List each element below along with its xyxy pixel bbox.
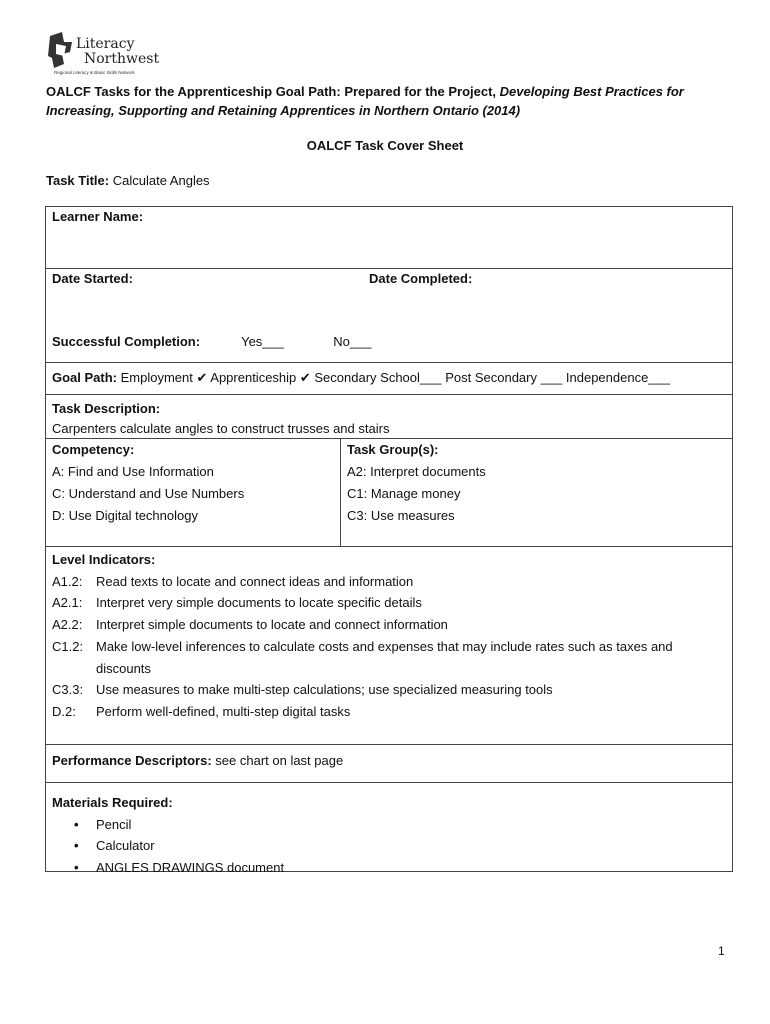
task-title xyxy=(46,173,210,188)
performance-descriptors-text: see chart on last page xyxy=(211,753,344,768)
task-group-item: A2: Interpret documents xyxy=(347,464,486,479)
competency-column xyxy=(46,439,341,546)
competency-item: D: Use Digital technology xyxy=(52,508,198,523)
list-item xyxy=(52,857,726,879)
level-indicator xyxy=(52,636,726,679)
goal-path-label: Goal Path: xyxy=(52,370,118,385)
logo-name-line2: Northwest xyxy=(84,51,160,67)
level-indicator-code: C3.3: xyxy=(52,682,84,698)
task-groups-label: Task Group(s): xyxy=(347,442,439,457)
level-indicator xyxy=(52,701,726,723)
task-cover-form xyxy=(45,206,733,876)
goal-path-options: Employment ✔ Apprenticeship ✔ Secondary School___ Post Secondary ___ Independence___ xyxy=(117,370,670,385)
task-description-label: Task Description: xyxy=(52,401,161,416)
performance-descriptors-row xyxy=(46,745,732,783)
level-indicator-text: Interpret very simple documents to locate specific details xyxy=(96,595,422,611)
logo-mark-icon xyxy=(46,30,76,72)
task-group-item: C1: Manage money xyxy=(347,486,461,501)
level-indicator xyxy=(52,592,726,614)
task-description-text: Carpenters calculate angles to construct trusses and stairs xyxy=(52,421,390,436)
learner-name-label: Learner Name: xyxy=(52,209,144,224)
material-item: Pencil xyxy=(96,816,132,832)
page-number: 1 xyxy=(718,944,725,958)
list-item xyxy=(52,835,726,857)
task-groups-column xyxy=(341,439,732,546)
date-completed-label: Date Completed: xyxy=(369,271,473,286)
level-indicator xyxy=(52,571,726,593)
yes-option: Yes___ xyxy=(241,334,284,349)
level-indicator xyxy=(52,614,726,636)
goal-path-row xyxy=(46,363,732,395)
competency-row xyxy=(46,438,732,547)
level-indicator-text: Perform well-defined, multi-step digital tasks xyxy=(96,703,351,719)
date-started-label: Date Started: xyxy=(52,271,133,286)
level-indicator-code: A2.2: xyxy=(52,617,83,633)
list-item xyxy=(52,814,726,836)
level-indicator-text: Use measures to make multi-step calculations; use specialized measuring tools xyxy=(96,682,553,698)
level-indicator-code: C1.2: xyxy=(52,638,84,654)
level-indicators-row xyxy=(46,547,732,745)
level-indicators-label: Level Indicators: xyxy=(52,552,156,567)
logo-tagline: Regional Literacy & Basic Skills Network xyxy=(54,70,135,75)
competency-item: C: Understand and Use Numbers xyxy=(52,486,245,501)
no-option: No___ xyxy=(333,334,372,349)
level-indicator xyxy=(52,679,726,701)
level-indicator-text: Interpret simple documents to locate and connect information xyxy=(96,617,448,633)
task-description-row xyxy=(46,395,732,438)
level-indicator-code: D.2: xyxy=(52,703,76,719)
materials-required-label: Materials Required: xyxy=(52,795,173,810)
logo-name-line1: Literacy xyxy=(76,36,135,52)
header-lead: OALCF Tasks for the Apprenticeship Goal Path: Prepared for the Project, xyxy=(46,84,500,99)
header-project-title: Developing Best Practices for Increasing, Supporting and Retaining Apprentices in Northern Ontario (2014) xyxy=(46,84,684,118)
literacy-northwest-logo xyxy=(46,30,160,80)
dates-row xyxy=(46,269,732,363)
competency-label: Competency: xyxy=(52,442,135,457)
materials-required-row xyxy=(46,783,732,876)
successful-completion-label: Successful Completion: xyxy=(52,334,201,349)
level-indicator-text: Read texts to locate and connect ideas and information xyxy=(96,573,414,589)
task-group-item: C3: Use measures xyxy=(347,508,455,523)
performance-descriptors-label: Performance Descriptors: xyxy=(52,753,212,768)
learner-name-row xyxy=(46,207,732,269)
document-header xyxy=(46,82,726,120)
cover-sheet-title: OALCF Task Cover Sheet xyxy=(306,138,464,153)
material-item: Calculator xyxy=(96,838,155,854)
level-indicator-code: A1.2: xyxy=(52,573,83,589)
level-indicator-text: Make low-level inferences to calculate costs and expenses that may include rates such as taxes and discounts xyxy=(96,638,673,676)
material-item: ANGLES DRAWINGS document xyxy=(96,860,285,876)
successful-completion-line xyxy=(52,334,372,349)
level-indicator-code: A2.1: xyxy=(52,595,83,611)
task-title-value: Calculate Angles xyxy=(109,173,210,188)
task-title-label: Task Title: xyxy=(46,173,110,188)
competency-item: A: Find and Use Information xyxy=(52,464,214,479)
